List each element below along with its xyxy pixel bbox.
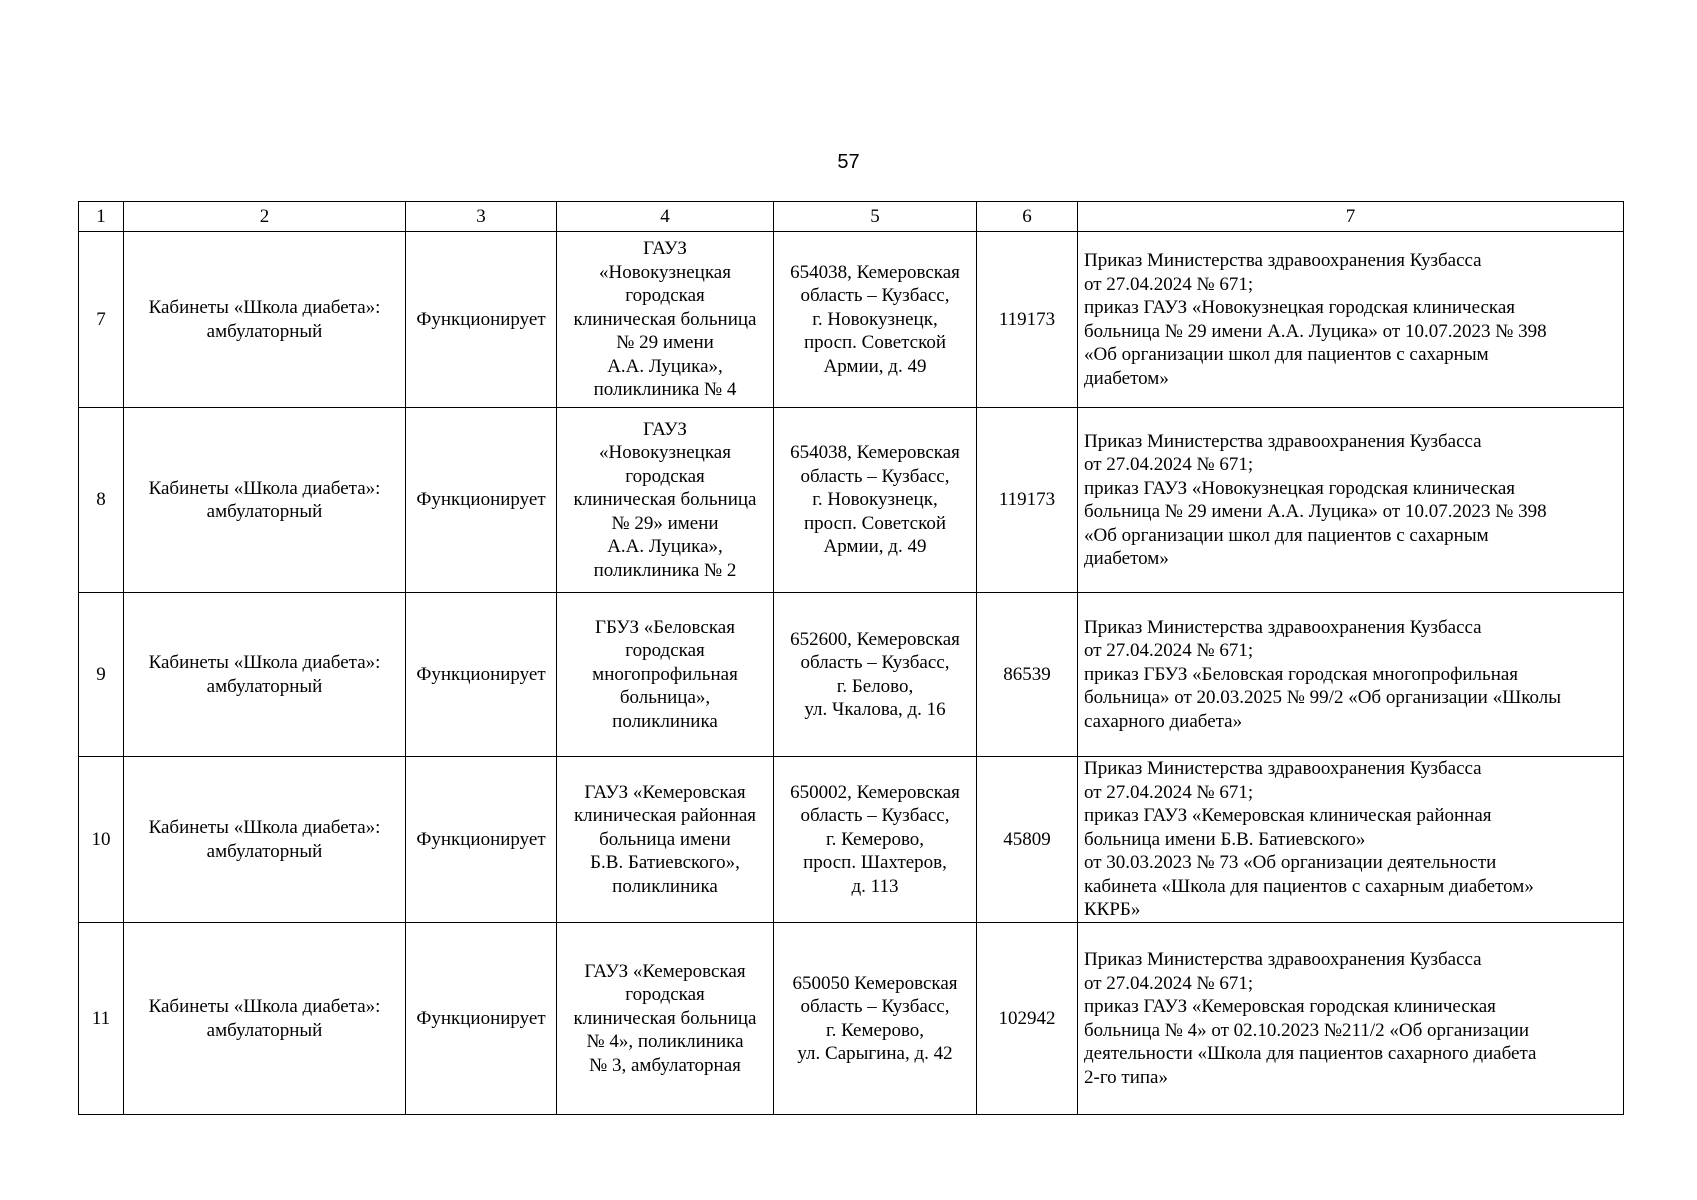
table-row xyxy=(79,757,1624,923)
address-line: область – Кузбасс, xyxy=(800,465,950,487)
column-header-7: 7 xyxy=(1078,202,1624,232)
address-cell xyxy=(774,232,977,408)
service-name-cell xyxy=(124,923,406,1115)
address-line: 652600, Кемеровская xyxy=(790,628,960,650)
address-cell xyxy=(774,757,977,923)
organization-cell xyxy=(557,408,774,593)
service-name-cell xyxy=(124,408,406,593)
status-cell: Функционирует xyxy=(406,593,557,757)
service-name-line: Кабинеты «Школа диабета»: xyxy=(148,996,381,1017)
organization-line: № 29 имени xyxy=(616,332,714,354)
code-cell: 45809 xyxy=(977,757,1078,923)
regulatory-documents-line: приказ ГАУЗ «Кемеровская городская клиническая xyxy=(1084,996,1496,1017)
diabetes-school-registry-table xyxy=(78,201,1624,1115)
code-cell: 119173 xyxy=(977,232,1078,408)
address-line: д. 113 xyxy=(851,875,899,897)
address-cell xyxy=(774,593,977,757)
regulatory-documents-cell xyxy=(1078,923,1624,1115)
address-line: ул. Сарыгина, д. 42 xyxy=(797,1043,953,1064)
page-number: 57 xyxy=(837,151,860,173)
regulatory-documents-line: кабинета «Школа для пациентов с сахарным диабетом» xyxy=(1084,875,1534,897)
address-line: ул. Чкалова, д. 16 xyxy=(804,699,946,720)
address-cell xyxy=(774,923,977,1115)
organization-line: № 4», поликлиника xyxy=(586,1031,744,1053)
regulatory-documents-line: от 27.04.2024 № 671; xyxy=(1084,273,1254,295)
address-line: просп. Советской xyxy=(803,512,947,534)
address-line: 654038, Кемеровская xyxy=(790,442,960,464)
address-cell xyxy=(774,408,977,593)
organization-cell xyxy=(557,593,774,757)
regulatory-documents-line: Приказ Министерства здравоохранения Кузбасса xyxy=(1084,949,1482,970)
row-number-cell: 8 xyxy=(79,408,124,593)
address-line: 650002, Кемеровская xyxy=(790,781,960,803)
column-header-5: 5 xyxy=(774,202,977,232)
regulatory-documents-line: деятельности «Школа для пациентов сахарного диабета xyxy=(1084,1043,1537,1064)
organization-line: клиническая больница xyxy=(573,1007,757,1029)
regulatory-documents-cell xyxy=(1078,232,1624,408)
regulatory-documents-line: сахарного диабета» xyxy=(1084,710,1243,732)
address-line: Армии, д. 49 xyxy=(823,536,927,558)
regulatory-documents-line: от 27.04.2024 № 671; xyxy=(1084,454,1254,475)
regulatory-documents-line: «Об организации школ для пациентов с сахарным xyxy=(1084,344,1489,365)
regulatory-documents-line: приказ ГАУЗ «Кемеровская клиническая районная xyxy=(1084,805,1492,827)
regulatory-documents-line: диабетом» xyxy=(1084,367,1169,389)
regulatory-documents-line: от 27.04.2024 № 671; xyxy=(1084,781,1254,803)
column-header-6: 6 xyxy=(977,202,1078,232)
regulatory-documents-line: приказ ГАУЗ «Новокузнецкая городская клиническая xyxy=(1084,477,1516,499)
organization-line: № 29» имени xyxy=(611,512,719,534)
address-line: область – Кузбасс, xyxy=(800,996,950,1017)
service-name-line: Кабинеты «Школа диабета»: xyxy=(148,477,381,499)
organization-line: Б.В. Батиевского», xyxy=(590,852,740,874)
table-body xyxy=(79,232,1624,1115)
regulatory-documents-line: больница № 29 имени А.А. Луцика» от 10.07.2023 № 398 xyxy=(1084,320,1547,342)
service-name-line: Кабинеты «Школа диабета»: xyxy=(148,817,381,838)
row-number-cell: 11 xyxy=(79,923,124,1115)
regulatory-documents-line: от 27.04.2024 № 671; xyxy=(1084,640,1254,662)
organization-line: городская xyxy=(625,640,705,662)
code-cell: 86539 xyxy=(977,593,1078,757)
organization-cell xyxy=(557,757,774,923)
regulatory-documents-line: Приказ Министерства здравоохранения Кузбасса xyxy=(1084,250,1482,271)
organization-line: ГАУЗ xyxy=(643,238,687,260)
organization-line: № 3, амбулаторная xyxy=(589,1054,741,1076)
regulatory-documents-line: больница» от 20.03.2025 № 99/2 «Об организации «Школы xyxy=(1084,687,1562,709)
address-line: область – Кузбасс, xyxy=(800,285,950,307)
table-row xyxy=(79,923,1624,1115)
status-cell: Функционирует xyxy=(406,757,557,923)
address-line: просп. Шахтеров, xyxy=(803,852,947,874)
code-cell: 102942 xyxy=(977,923,1078,1115)
address-line: г. Кемерово, xyxy=(825,1019,925,1041)
table-row xyxy=(79,593,1624,757)
status-cell: Функционирует xyxy=(406,923,557,1115)
service-name-line: амбулаторный xyxy=(206,840,323,862)
regulatory-documents-line: ККРБ» xyxy=(1084,899,1141,921)
organization-line: клиническая больница xyxy=(573,308,757,330)
regulatory-documents-cell xyxy=(1078,593,1624,757)
row-number-cell: 7 xyxy=(79,232,124,408)
organization-line: поликлиника xyxy=(612,710,718,732)
address-line: область – Кузбасс, xyxy=(800,652,950,673)
regulatory-documents-line: «Об организации школ для пациентов с сахарным xyxy=(1084,524,1489,546)
address-line: г. Новокузнецк, xyxy=(812,308,938,330)
column-header-3: 3 xyxy=(406,202,557,232)
status-cell: Функционирует xyxy=(406,408,557,593)
regulatory-documents-line: диабетом» xyxy=(1084,548,1169,569)
organization-cell xyxy=(557,232,774,408)
address-line: г. Новокузнецк, xyxy=(812,489,938,511)
regulatory-documents-line: от 27.04.2024 № 671; xyxy=(1084,972,1254,994)
organization-line: больница», xyxy=(619,687,711,709)
regulatory-documents-line: приказ ГБУЗ «Беловская городская многопрофильная xyxy=(1084,663,1519,685)
address-line: 650050 Кемеровская xyxy=(792,972,958,994)
service-name-cell xyxy=(124,593,406,757)
column-header-2: 2 xyxy=(124,202,406,232)
address-line: 654038, Кемеровская xyxy=(790,261,960,283)
regulatory-documents-line: больница имени Б.В. Батиевского» xyxy=(1084,828,1366,850)
service-name-line: амбулаторный xyxy=(206,1019,323,1041)
regulatory-documents-line: приказ ГАУЗ «Новокузнецкая городская клиническая xyxy=(1084,297,1516,318)
service-name-line: амбулаторный xyxy=(206,501,323,522)
service-name-line: Кабинеты «Школа диабета»: xyxy=(148,652,381,673)
organization-line: ГБУЗ «Беловская xyxy=(595,616,735,638)
organization-line: «Новокузнецкая xyxy=(599,442,731,464)
row-number-cell: 10 xyxy=(79,757,124,923)
regulatory-documents-line: Приказ Министерства здравоохранения Кузбасса xyxy=(1084,758,1482,780)
organization-line: городская xyxy=(625,984,705,1006)
regulatory-documents-line: больница № 29 имени А.А. Луцика» от 10.07.2023 № 398 xyxy=(1084,501,1547,522)
address-line: область – Кузбасс, xyxy=(800,805,950,827)
address-line: просп. Советской xyxy=(803,332,947,354)
organization-line: поликлиника № 4 xyxy=(593,379,737,401)
organization-line: поликлиника № 2 xyxy=(593,559,737,581)
organization-cell xyxy=(557,923,774,1115)
organization-line: городская xyxy=(625,285,705,307)
regulatory-documents-line: 2-го типа» xyxy=(1084,1066,1168,1088)
organization-line: ГАУЗ «Кемеровская xyxy=(584,960,746,982)
code-cell: 119173 xyxy=(977,408,1078,593)
organization-line: больница имени xyxy=(599,828,731,850)
service-name-line: амбулаторный xyxy=(206,320,323,342)
column-header-4: 4 xyxy=(557,202,774,232)
organization-line: клиническая районная xyxy=(573,805,757,827)
organization-line: поликлиника xyxy=(612,875,718,897)
organization-line: А.А. Луцика», xyxy=(607,355,723,377)
organization-line: городская xyxy=(625,465,705,487)
service-name-line: амбулаторный xyxy=(206,675,323,697)
table-row xyxy=(79,232,1624,408)
address-line: г. Кемерово, xyxy=(825,828,925,850)
organization-line: «Новокузнецкая xyxy=(599,261,731,283)
organization-line: ГАУЗ xyxy=(643,418,687,440)
table-row xyxy=(79,408,1624,593)
table-header xyxy=(79,202,1624,232)
header-row xyxy=(79,202,1624,232)
regulatory-documents-cell xyxy=(1078,757,1624,923)
regulatory-documents-line: больница № 4» от 02.10.2023 №211/2 «Об организации xyxy=(1084,1019,1530,1041)
address-line: Армии, д. 49 xyxy=(823,355,927,377)
organization-line: А.А. Луцика», xyxy=(607,536,723,558)
status-cell: Функционирует xyxy=(406,232,557,408)
service-name-cell xyxy=(124,757,406,923)
regulatory-documents-cell xyxy=(1078,408,1624,593)
address-line: г. Белово, xyxy=(836,675,914,697)
service-name-line: Кабинеты «Школа диабета»: xyxy=(148,297,381,318)
regulatory-documents-line: от 30.03.2023 № 73 «Об организации деятельности xyxy=(1084,852,1497,874)
regulatory-documents-line: Приказ Министерства здравоохранения Кузбасса xyxy=(1084,616,1482,638)
organization-line: ГАУЗ «Кемеровская xyxy=(584,781,746,803)
organization-line: многопрофильная xyxy=(592,663,738,685)
column-header-1: 1 xyxy=(79,202,124,232)
row-number-cell: 9 xyxy=(79,593,124,757)
organization-line: клиническая больница xyxy=(573,489,757,511)
service-name-cell xyxy=(124,232,406,408)
regulatory-documents-line: Приказ Министерства здравоохранения Кузбасса xyxy=(1084,430,1482,452)
